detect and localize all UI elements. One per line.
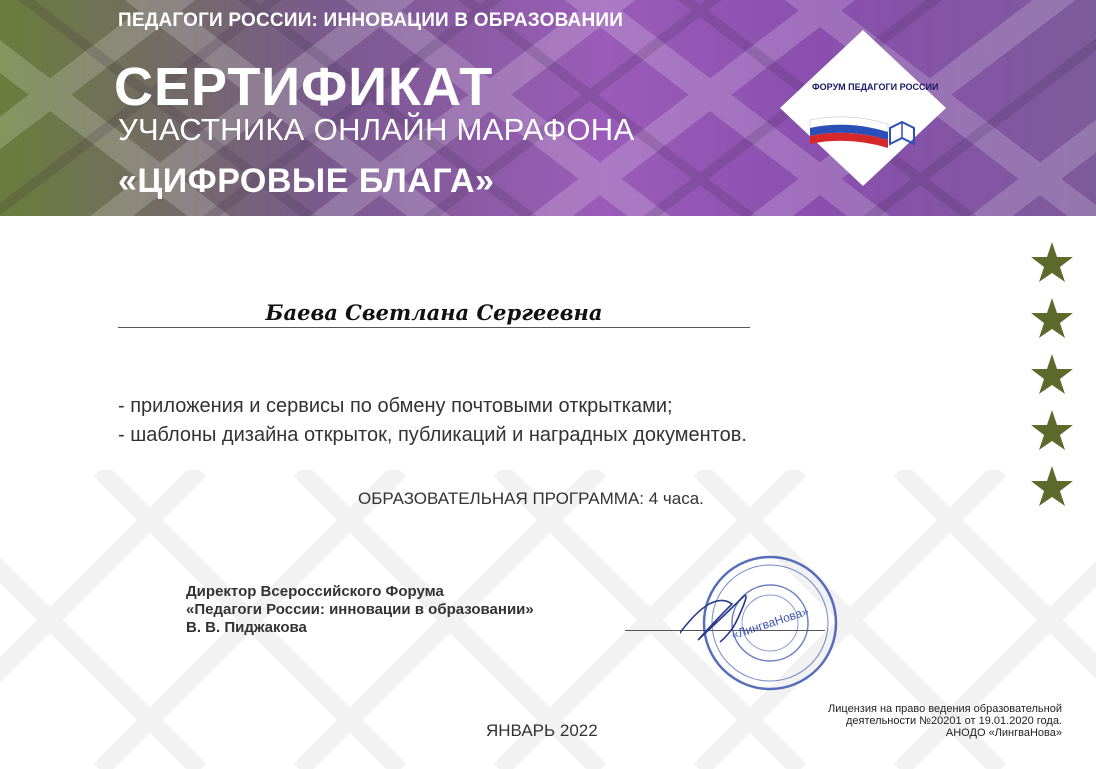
participant-name: Баева Светлана Сергеевна <box>265 300 603 325</box>
program-hours: ОБРАЗОВАТЕЛЬНАЯ ПРОГРАММА: 4 часа. <box>358 489 704 508</box>
certificate-title: СЕРТИФИКАТ <box>114 57 494 117</box>
signatory-title: Директор Всероссийского Форума <box>186 583 444 600</box>
list-item: - шаблоны дизайна открыток, публикаций и наградных документов. <box>118 424 747 446</box>
star-icon <box>1031 466 1073 506</box>
stars-column <box>1024 240 1084 520</box>
forum-logo <box>778 28 948 188</box>
license-line: АНОДО «ЛингваНова» <box>945 727 1062 739</box>
logo-caption: ФОРУМ ПЕДАГОГИ РОССИИ <box>812 82 939 92</box>
license-text <box>762 703 1062 739</box>
seal-center-text: «ЛингваНова» <box>729 603 811 643</box>
issue-date: ЯНВАРЬ 2022 <box>486 721 598 740</box>
star-icon <box>1031 354 1073 394</box>
license-line: деятельности №20201 от 19.01.2020 года. <box>845 715 1062 727</box>
star-icon <box>1031 410 1073 450</box>
official-seal <box>680 548 840 698</box>
topics-list <box>118 392 747 450</box>
signatory-name: В. В. Пиджакова <box>186 619 307 636</box>
list-item: - приложения и сервисы по обмену почтовыми открытками; <box>118 395 673 417</box>
signatory-block <box>186 583 534 637</box>
star-icon <box>1031 242 1073 282</box>
certificate-subtitle: УЧАСТНИКА ОНЛАЙН МАРАФОНА <box>118 112 635 147</box>
marathon-name: «ЦИФРОВЫЕ БЛАГА» <box>118 162 495 200</box>
signatory-organization: «Педагоги России: инновации в образовании» <box>186 601 534 618</box>
header-banner <box>0 0 1096 216</box>
license-line: Лицензия на право ведения образовательной <box>828 703 1062 715</box>
star-icon <box>1031 298 1073 338</box>
name-underline <box>118 327 750 328</box>
forum-name-line: ПЕДАГОГИ РОССИИ: ИННОВАЦИИ В ОБРАЗОВАНИИ <box>118 10 624 31</box>
